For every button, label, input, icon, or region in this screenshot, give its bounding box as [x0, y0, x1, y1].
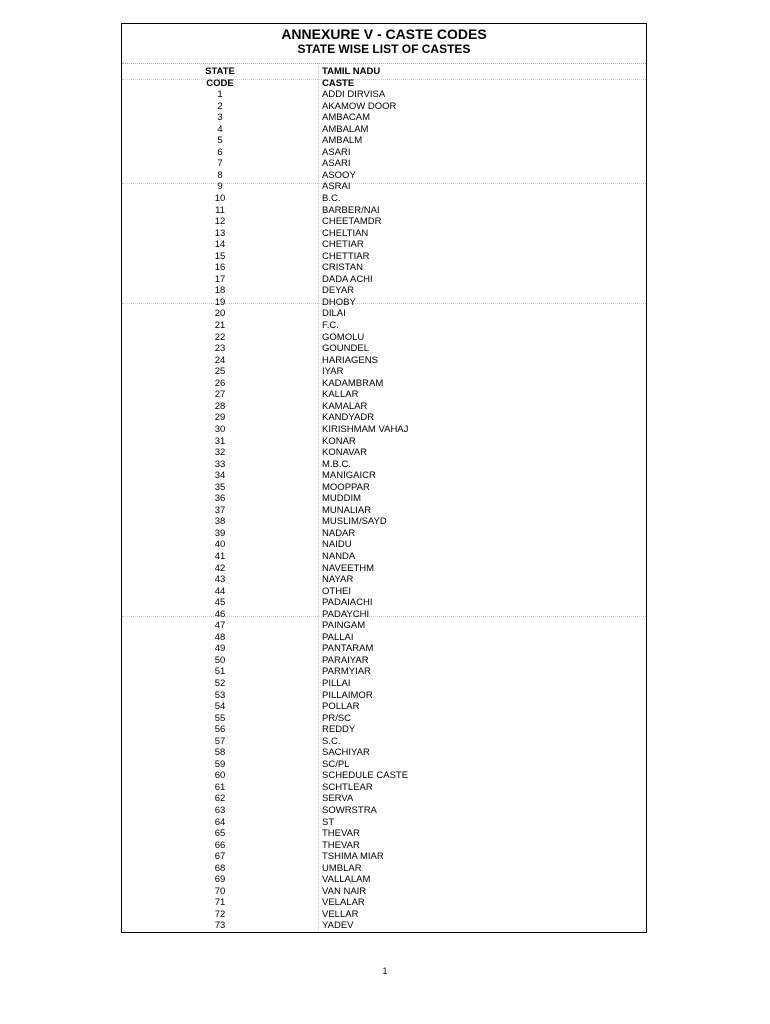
table-row: [122, 909, 646, 921]
code-cell: 65: [214, 828, 226, 840]
caste-cell: NAIDU: [322, 539, 352, 551]
table-row: [122, 666, 646, 678]
code-cell: 35: [214, 481, 226, 493]
caste-header: CASTE: [322, 77, 355, 89]
code-cell: 25: [214, 366, 226, 378]
table-row: [122, 840, 646, 852]
table-row: [122, 412, 646, 424]
caste-cell: MANIGAICR: [322, 470, 376, 482]
table-row: [122, 470, 646, 482]
table-row: [122, 274, 646, 286]
caste-cell: MOOPPAR: [322, 481, 370, 493]
code-cell: 7: [217, 158, 223, 170]
table-row: [122, 851, 646, 863]
code-cell: 34: [214, 470, 226, 482]
caste-cell: PALLAI: [322, 631, 354, 643]
table-row: [122, 389, 646, 401]
table-row: [122, 228, 646, 240]
code-cell: 27: [214, 389, 226, 401]
table-row: [122, 366, 646, 378]
caste-cell: MUSLIM/SAYD: [322, 516, 387, 528]
table-row: [122, 655, 646, 667]
code-cell: 53: [214, 689, 226, 701]
code-cell: 44: [214, 585, 226, 597]
caste-cell: PILLAI: [322, 677, 351, 689]
code-cell: 26: [214, 377, 226, 389]
table-row: [122, 632, 646, 644]
code-cell: 54: [214, 701, 226, 713]
code-cell: 3: [217, 112, 223, 124]
table-row: [122, 251, 646, 263]
table-row: [122, 424, 646, 436]
code-cell: 46: [214, 608, 226, 620]
code-cell: 14: [214, 239, 226, 251]
table-row: [122, 89, 646, 101]
table-row: [122, 181, 646, 193]
table-row: [122, 436, 646, 448]
table-row: [122, 493, 646, 505]
caste-cell: KALLAR: [322, 389, 359, 401]
table-row: [122, 320, 646, 332]
caste-cell: S.C.: [322, 735, 341, 747]
table-row: [122, 724, 646, 736]
caste-cell: F.C.: [322, 320, 339, 332]
table-row: [122, 158, 646, 170]
code-cell: 16: [214, 262, 226, 274]
caste-cell: NANDA: [322, 550, 356, 562]
header-row: [122, 78, 646, 90]
table-row: [122, 678, 646, 690]
table-row: [122, 355, 646, 367]
code-cell: 45: [214, 597, 226, 609]
table-row: [122, 643, 646, 655]
code-cell: 51: [214, 666, 226, 678]
table-row: [122, 205, 646, 217]
table-row: [122, 401, 646, 413]
caste-cell: GOMOLU: [322, 331, 365, 343]
code-cell: 73: [214, 920, 226, 932]
caste-cell: IYAR: [322, 366, 344, 378]
caste-cell: TSHIMA MIAR: [322, 851, 384, 863]
caste-cell: MUNALIAR: [322, 504, 372, 516]
code-cell: 59: [214, 758, 226, 770]
caste-cell: KAMALAR: [322, 400, 368, 412]
code-cell: 68: [214, 862, 226, 874]
caste-cell: CRISTAN: [322, 262, 363, 274]
caste-cell: ASARI: [322, 158, 351, 170]
caste-cell: DHOBY: [322, 296, 356, 308]
code-cell: 69: [214, 874, 226, 886]
caste-cell: PANTARAM: [322, 643, 374, 655]
caste-cell: ST: [322, 816, 335, 828]
code-cell: 32: [214, 447, 226, 459]
table-row: [122, 459, 646, 471]
code-cell: 1: [217, 89, 223, 101]
caste-cell: ASOOY: [322, 169, 356, 181]
code-cell: 57: [214, 735, 226, 747]
code-cell: 22: [214, 331, 226, 343]
code-cell: 50: [214, 654, 226, 666]
table-row: [122, 135, 646, 147]
caste-cell: HARIAGENS: [322, 354, 378, 366]
code-cell: 67: [214, 851, 226, 863]
table-row: [122, 690, 646, 702]
table-row: [122, 378, 646, 390]
caste-cell: SOWRSTRA: [322, 805, 377, 816]
table-row: [122, 343, 646, 355]
code-cell: 38: [214, 516, 226, 528]
caste-cell: AMBACAM: [322, 112, 371, 124]
code-cell: 62: [214, 793, 226, 805]
code-cell: 36: [214, 493, 226, 505]
caste-cell: PR/SC: [322, 712, 352, 724]
code-cell: 58: [214, 747, 226, 759]
caste-cell: PAINGAM: [322, 620, 366, 632]
caste-cell: SC/PL: [322, 758, 350, 770]
caste-cell: VALLALAM: [322, 874, 371, 886]
page-title: ANNEXURE V - CASTE CODES: [281, 26, 487, 42]
table-row: [122, 297, 646, 309]
code-cell: 5: [217, 135, 223, 147]
code-cell: 30: [214, 423, 226, 435]
table-row: [122, 262, 646, 274]
table-row: [122, 147, 646, 159]
code-cell: 23: [214, 343, 226, 355]
table-row: [122, 828, 646, 840]
table-row: [122, 482, 646, 494]
caste-cell: THEVAR: [322, 839, 360, 851]
table-row: [122, 574, 646, 586]
code-cell: 61: [214, 781, 226, 793]
table-body: [122, 66, 646, 932]
table-row: [122, 736, 646, 748]
caste-cell: CHEETAMDR: [322, 216, 382, 228]
caste-cell: CHETTIAR: [322, 250, 370, 262]
caste-cell: DADA ACHI: [322, 273, 373, 285]
table-row: [122, 805, 646, 817]
caste-cell: VELALAR: [322, 897, 365, 909]
code-cell: 20: [214, 308, 226, 320]
caste-cell: AKAMOW DOOR: [322, 100, 397, 112]
code-cell: 24: [214, 354, 226, 366]
table-row: [122, 863, 646, 875]
code-cell: 13: [214, 227, 226, 239]
table-row: [122, 770, 646, 782]
caste-codes-table: [121, 23, 647, 933]
caste-cell: NAYAR: [322, 574, 354, 586]
code-cell: 63: [214, 805, 226, 816]
code-cell: 18: [214, 285, 226, 297]
caste-cell: KONAVAR: [322, 447, 368, 459]
page-subtitle: STATE WISE LIST OF CASTES: [297, 42, 471, 56]
table-row: [122, 308, 646, 320]
code-cell: 15: [214, 250, 226, 262]
caste-cell: SACHIYAR: [322, 747, 370, 759]
table-row: [122, 759, 646, 771]
table-row: [122, 239, 646, 251]
caste-cell: YADEV: [322, 920, 354, 932]
code-header: CODE: [206, 77, 234, 89]
table-row: [122, 216, 646, 228]
caste-cell: GOUNDEL: [322, 343, 369, 355]
code-cell: 52: [214, 677, 226, 689]
code-cell: 6: [217, 146, 223, 158]
code-cell: 31: [214, 435, 226, 447]
caste-cell: PILLAIMOR: [322, 689, 373, 701]
table-row: [122, 101, 646, 113]
code-cell: 72: [214, 908, 226, 920]
code-cell: 33: [214, 458, 226, 470]
table-row: [122, 597, 646, 609]
code-cell: 8: [217, 169, 223, 181]
code-cell: 71: [214, 897, 226, 909]
code-cell: 2: [217, 100, 223, 112]
code-cell: 37: [214, 504, 226, 516]
code-cell: 40: [214, 539, 226, 551]
tamil-nadu-header: TAMIL NADU: [322, 66, 381, 77]
code-cell: 11: [215, 204, 225, 216]
code-cell: 12: [214, 216, 226, 228]
caste-cell: KIRISHMAM VAHAJ: [322, 423, 409, 435]
caste-cell: PARMYIAR: [322, 666, 371, 678]
caste-cell: SCHEDULE CASTE: [322, 770, 409, 782]
caste-cell: AMBALM: [322, 135, 363, 147]
table-row: [122, 563, 646, 575]
code-cell: 9: [217, 181, 223, 193]
table-row: [122, 539, 646, 551]
table-row: [122, 620, 646, 632]
table-row: [122, 193, 646, 205]
state-header: STATE: [205, 66, 235, 77]
table-row: [122, 170, 646, 182]
caste-cell: ASARI: [322, 146, 351, 158]
code-cell: 56: [214, 724, 226, 736]
table-row: [122, 897, 646, 909]
code-cell: 60: [214, 770, 226, 782]
code-cell: 19: [214, 296, 226, 308]
caste-cell: SERVA: [322, 793, 354, 805]
caste-cell: VELLAR: [322, 908, 359, 920]
caste-cell: NADAR: [322, 527, 356, 539]
table-row: [122, 124, 646, 136]
caste-cell: PADAIACHI: [322, 597, 373, 609]
caste-cell: DEYAR: [322, 285, 355, 297]
caste-cell: THEVAR: [322, 828, 360, 840]
code-cell: 47: [214, 620, 226, 632]
table-row: [122, 609, 646, 621]
caste-cell: VAN NAIR: [322, 885, 367, 897]
caste-cell: ASRAI: [322, 181, 351, 193]
caste-cell: SCHTLEAR: [322, 781, 373, 793]
caste-cell: REDDY: [322, 724, 356, 736]
code-cell: 43: [214, 574, 226, 586]
table-row: [122, 920, 646, 932]
caste-cell: NAVEETHM: [322, 562, 375, 574]
table-row: [122, 817, 646, 829]
table-row: [122, 505, 646, 517]
caste-cell: CHELTIAN: [322, 227, 369, 239]
table-row: [122, 747, 646, 759]
table-row: [122, 713, 646, 725]
caste-cell: OTHEI: [322, 585, 352, 597]
table-row: [122, 112, 646, 124]
code-cell: 28: [214, 400, 226, 412]
table-row: [122, 701, 646, 713]
table-row: [122, 793, 646, 805]
header-row: [122, 66, 646, 78]
caste-cell: MUDDIM: [322, 493, 362, 505]
caste-cell: KONAR: [322, 435, 356, 447]
table-row: [122, 886, 646, 898]
code-cell: 29: [214, 412, 226, 424]
table-row: [122, 332, 646, 344]
caste-cell: DILAI: [322, 308, 346, 320]
page-number: 1: [382, 966, 388, 976]
code-cell: 55: [214, 712, 226, 724]
table-row: [122, 782, 646, 794]
caste-cell: M.B.C.: [322, 458, 352, 470]
table-row: [122, 551, 646, 563]
table-row: [122, 447, 646, 459]
caste-cell: KANDYADR: [322, 412, 375, 424]
header-divider: [122, 63, 646, 64]
code-cell: 66: [214, 839, 226, 851]
table-row: [122, 285, 646, 297]
table-row: [122, 874, 646, 886]
code-cell: 42: [214, 562, 226, 574]
code-cell: 64: [214, 816, 226, 828]
caste-cell: UMBLAR: [322, 862, 362, 874]
caste-cell: B.C.: [322, 193, 341, 205]
code-cell: 4: [217, 123, 223, 135]
caste-cell: BARBER/NAI: [322, 204, 380, 216]
code-cell: 17: [214, 273, 226, 285]
code-cell: 21: [214, 320, 226, 332]
caste-cell: POLLAR: [322, 701, 360, 713]
caste-cell: ADDI DIRVISA: [322, 89, 386, 101]
caste-cell: KADAMBRAM: [322, 377, 384, 389]
code-cell: 39: [214, 527, 226, 539]
table-row: [122, 586, 646, 598]
caste-cell: AMBALAM: [322, 123, 369, 135]
caste-cell: PARAIYAR: [322, 654, 369, 666]
caste-cell: CHETIAR: [322, 239, 364, 251]
code-cell: 70: [214, 885, 226, 897]
code-cell: 49: [214, 643, 226, 655]
code-cell: 41: [214, 550, 226, 562]
code-cell: 10: [214, 193, 226, 205]
caste-cell: PADAYCHI: [322, 608, 370, 620]
table-row: [122, 516, 646, 528]
code-cell: 48: [214, 631, 226, 643]
table-row: [122, 528, 646, 540]
